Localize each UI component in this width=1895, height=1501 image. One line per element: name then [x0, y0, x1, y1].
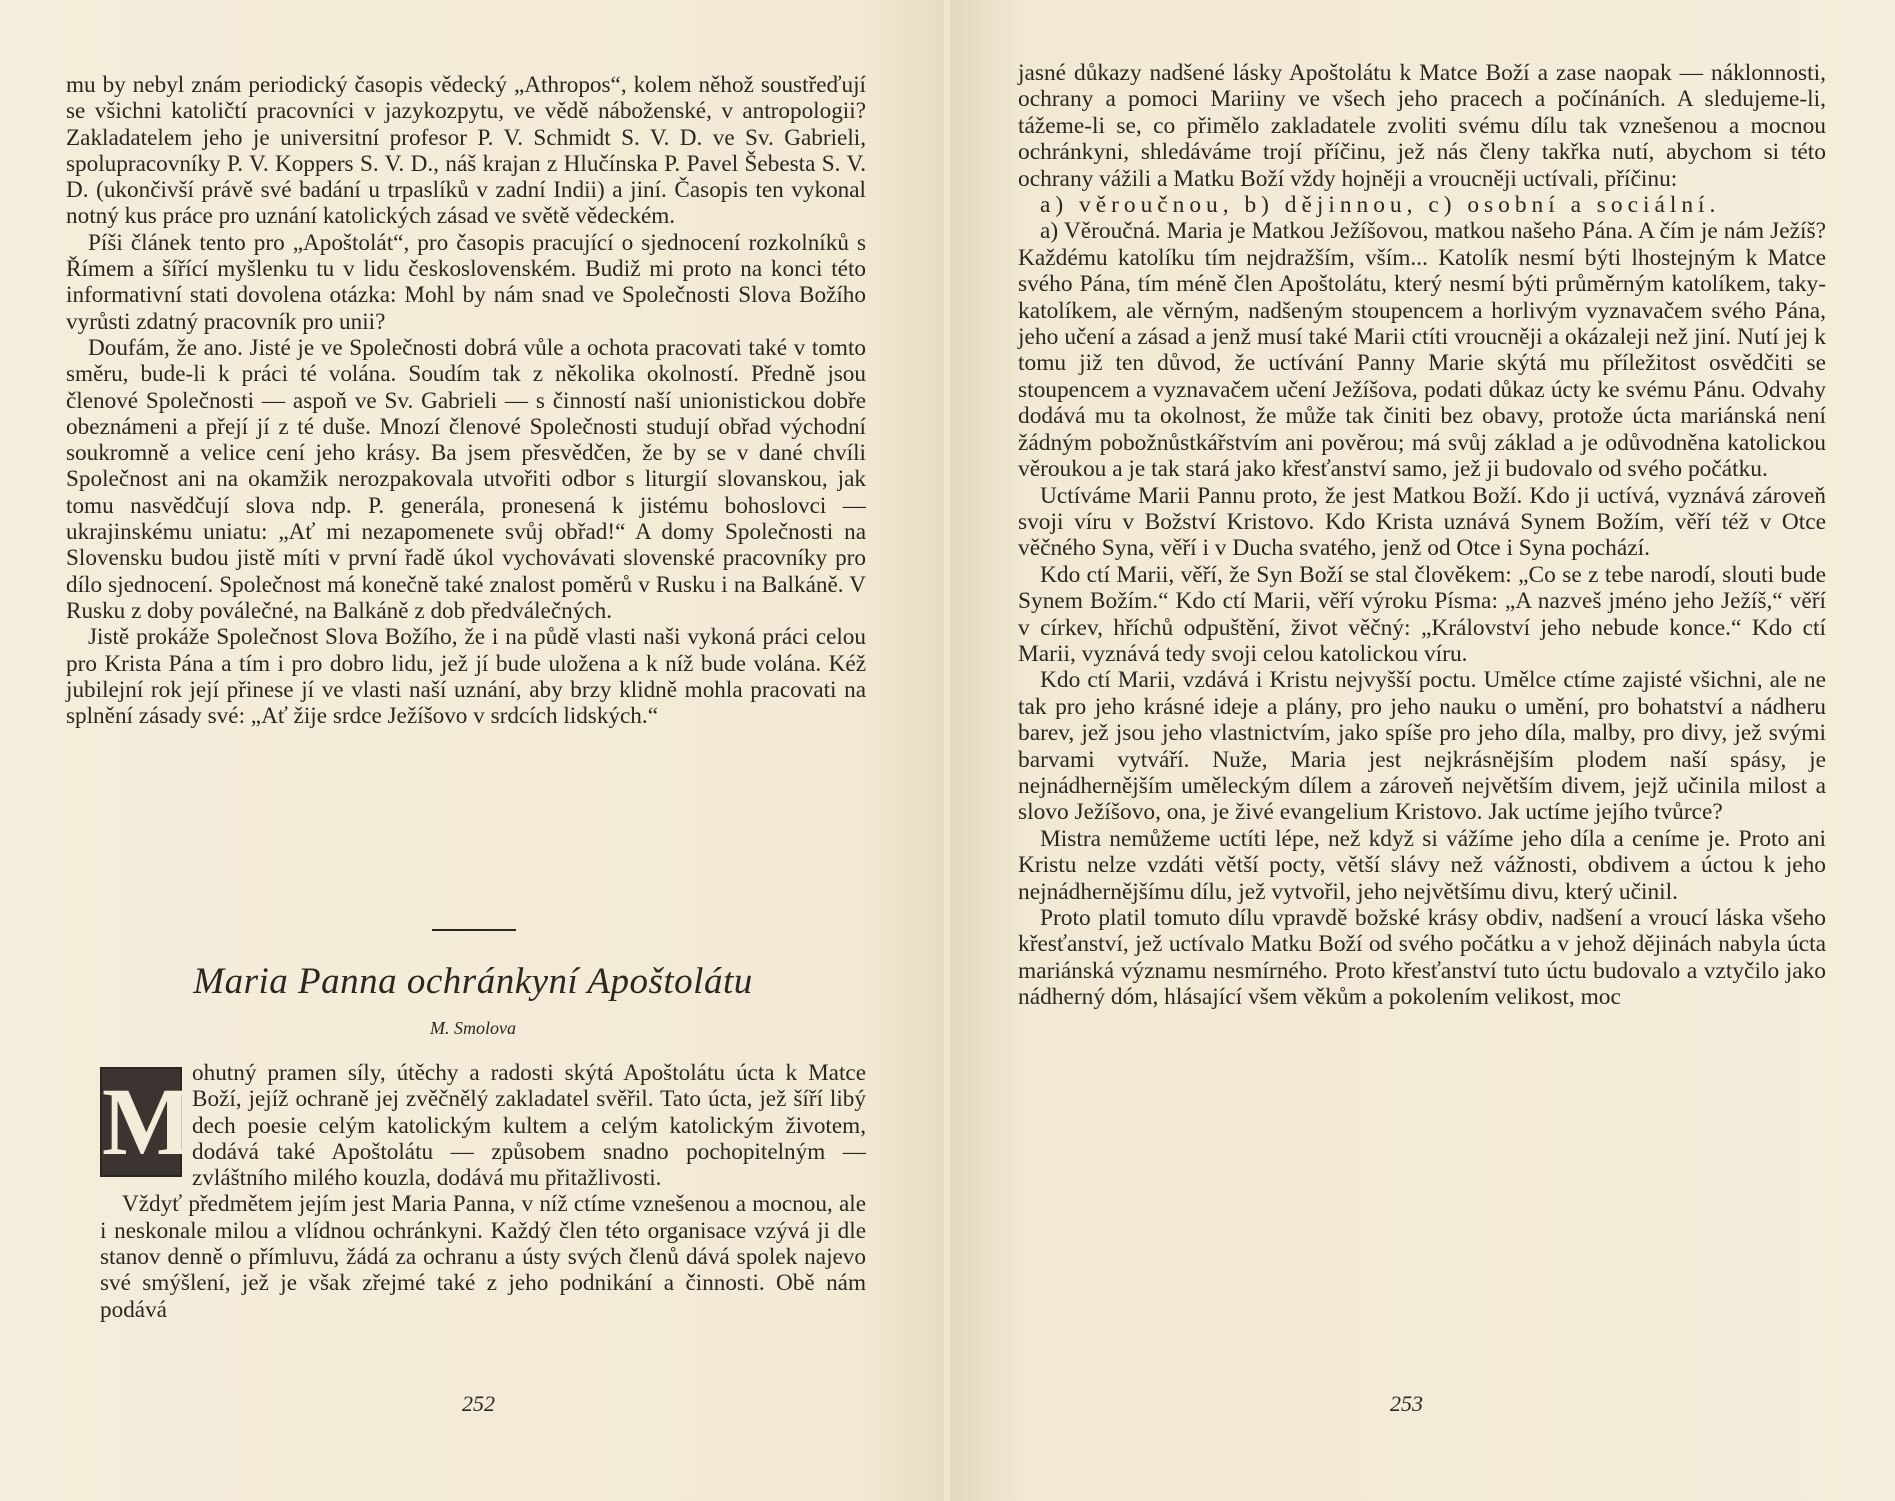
article-author: M. Smolova	[430, 1018, 516, 1038]
paragraph: Píši článek tento pro „Apoštolát“, pro časopis pracující o sjednocení rozkolníků s Římem a šířící myšlenku tu v lidu československém. Budiž mi proto na konci této informativní stati dovolena otázka: Mohl by nám snad ve Společnosti Slova Božího vyrůsti zdatný pracovník pro unii?	[66, 229, 866, 335]
left-page-text	[66, 72, 866, 729]
paragraph: Kdo ctí Marii, vzdává i Kristu nejvyšší poctu. Umělce ctíme zajisté všichni, ale ne tak pro jeho krásné ideje a plány, pro jeho nauku o umění, pro bohatství a nádheru barev, jež jsou jeho vlastnictvím, jako spíše pro jeho díla, malby, pro divy, jež svými barvami vytváří. Nuže, Maria jest nejkrásnějším plodem naší spásy, je nejnádhernějším uměleckým dílem a zároveň největším divem, jejž učinila milost a slovo Ježíšovo, ona, je živé evangelium Kristovo. Jak uctíme jejího tvůrce?	[1018, 667, 1826, 826]
drop-cap: M	[102, 1068, 193, 1175]
right-page	[950, 0, 1895, 1501]
paragraph: Proto platil tomuto dílu vpravdě božské krásy obdiv, nadšení a vroucí láska všeho křesťanství, jež uctívalo Matku Boží od svého počátku a v jehož dějinách nabyla úcta mariánská významu nesmírného. Proto křesťanství tuto úctu budovalo a vztyčilo jako nádherný dóm, hlásající všem věkům a pokolením velikost, moc	[1018, 905, 1826, 1011]
page-number: 252	[462, 1391, 495, 1416]
section-divider	[432, 929, 516, 931]
paragraph: ohutný pramen síly, útěchy a radosti skýtá Apoštolátu úcta k Matce Boží, jejíž ochraně jej zvěčnělý zakladatel svěřil. Tato úcta, jež šíří libý dech poesie celým katolickým kultem a celým katolickým životem, dodává také Apoštolátu — způsobem snadno pochopitelným — zvláštního milého kouzla, dodává mu přitažlivosti.	[192, 1060, 866, 1192]
left-page	[0, 0, 946, 1501]
paragraph: Mistra nemůžeme uctíti lépe, než když si vážíme jeho díla a ceníme je. Proto ani Kristu nelze vzdáti větší pocty, větší slávy než vážnosti, obdivem a úctou k jeho nejnádhernějšímu dílu, jež vytvořil, jeho největšímu divu, který učinil.	[1018, 825, 1826, 905]
article-title: Maria Panna ochránkyní Apoštolátu	[193, 961, 753, 1002]
right-page-text	[1018, 60, 1826, 1011]
paragraph: Uctíváme Marii Pannu proto, že jest Matkou Boží. Kdo ji uctívá, vyznává zároveň svoji víru v Božství Kristovo. Kdo Krista uznává Synem Božím, věří též v Otce věčného Syna, věří i v Ducha svatého, jenž od Otce i Syna pochází.	[1018, 482, 1826, 562]
paragraph: Vždyť předmětem jejím jest Maria Panna, v níž ctíme vznešenou a mocnou, ale i neskonale milou a vlídnou ochránkyni. Každý člen této organisace vzývá ji dle stanov denně o přímluvu, žádá za ochranu a ústy svých členů dává spolek najevo své smýšlení, jež je však zřejmé také z jeho podnikání a činnosti. Obě nám podává	[100, 1191, 866, 1323]
paragraph: mu by nebyl znám periodický časopis vědecký „Athropos“, kolem něhož soustřeďují se všichni katoličtí pracovníci v jazykozpytu, ve vědě náboženské, v antropologii? Zakladatelem jeho je universitní profesor P. V. Schmidt S. V. D. ve Sv. Gabrieli, spolupracovníky P. V. Koppers S. V. D., náš krajan z Hlučínska P. Pavel Šebesta S. V. D. (ukončivší právě své badání u trpaslíků v zadní Indii) a jiní. Časopis ten vykonal notný kus práce pro uznání katolických zásad ve světě vědeckém.	[66, 72, 866, 230]
paragraph: a) věroučnou, b) dějinnou, c) osobní a sociální.	[1040, 192, 1721, 219]
paragraph: jasné důkazy nadšené lásky Apoštolátu k Matce Boží a zase naopak — náklonnosti, ochrany a pomoci Mariiny ve všech jeho pracech a počínáních. A sledujeme-li, tážeme-li se, co přimělo zakladatele zvoliti svému dílu tak vznešenou a mocnou ochránkyni, shledáváme trojí příčinu, jež nás členy takřka nutí, abychom si této ochrany vážili a Matku Boží vždy hojněji a vroucněji uctívali, příčinu:	[1018, 60, 1826, 192]
paragraph: a) Věroučná. Maria je Matkou Ježíšovou, matkou našeho Pána. A čím je nám Ježíš? Každému katolíku tím nejdražším, vším... Katolík nesmí býti lhostejným k Matce svého Pána, tím méně člen Apoštolátu, který nesmí býti průměrným katolíkem, taky-katolíkem, ale věrným, nadšeným stoupencem a horlivým vyznavačem svého Pána, jeho učení a zásad a jenž musí také Marii ctíti vroucněji a okázaleji než jiní. Nutí jej k tomu již ten důvod, že uctívání Panny Marie skýtá mu příležitost osvědčiti se stoupencem a vyznavačem učení Ježíšova, podati důkaz úcty ke svému Pánu. Odvahy dodává mu ta okolnost, že může tak činiti bez obavy, protože úcta mariánská není žádným pobožnůstkářstvím ani pověrou; má svůj základ a je odůvodněna katolickou věroukou a je tak stará jako křesťanství samo, jež ji budovalo od svého počátku.	[1018, 218, 1826, 483]
paragraph: Jistě prokáže Společnost Slova Božího, že i na půdě vlasti naši vykoná práci celou pro Krista Pána a tím i pro dobro lidu, jež jí bude uložena a k níž bude volána. Kéž jubilejní rok její přinese jí ve vlasti naší uznání, aby brzy klidně mohla pracovati na splnění zásady své: „Ať žije srdce Ježíšovo v srdcích lidských.“	[66, 624, 866, 730]
paragraph: Doufám, že ano. Jisté je ve Společnosti dobrá vůle a ochota pracovati také v tomto směru, bude-li k práci té volána. Soudím tak z několika okolností. Předně jsou členové Společnosti — aspoň ve Sv. Gabrieli — s činností naší unionistickou dobře obeznámeni a přejí jí z té duše. Mnozí členové Společnosti studují obřad východní soukromně a velice cení jeho krásy. Ba jsem přesvědčen, že by se v dané chvíli Společnost ani na okamžik nerozpakovala utvořiti odbor s liturgií slovanskou, jak tomu nasvědčují slova ndp. P. generála, pronesená k jistému bohoslovci — ukrajinskému uniatu: „Ať mi nezapomenete svůj obřad!“ A domy Společnosti na Slovensku budou jistě míti v první řadě úkol vychovávati slovenské pracovníky pro dílo sjednocení. Společnost má konečně také znalost poměrů v Rusku i na Balkáně. V Rusku z doby poválečné, na Balkáně z dob předválečných.	[66, 334, 866, 624]
page-number: 253	[1390, 1391, 1423, 1416]
paragraph: Kdo ctí Marii, věří, že Syn Boží se stal člověkem: „Co se z tebe narodí, slouti bude Synem Božím.“ Kdo ctí Marii, věří výroku Písma: „A nazveš jméno jeho Ježíš,“ věří v církev, hříchů odpuštění, život věčný: „Království jeho nebude konce.“ Kdo ctí Marii, vyznává tedy svoji celou katolickou víru.	[1018, 561, 1826, 667]
article-body	[100, 1060, 866, 1323]
